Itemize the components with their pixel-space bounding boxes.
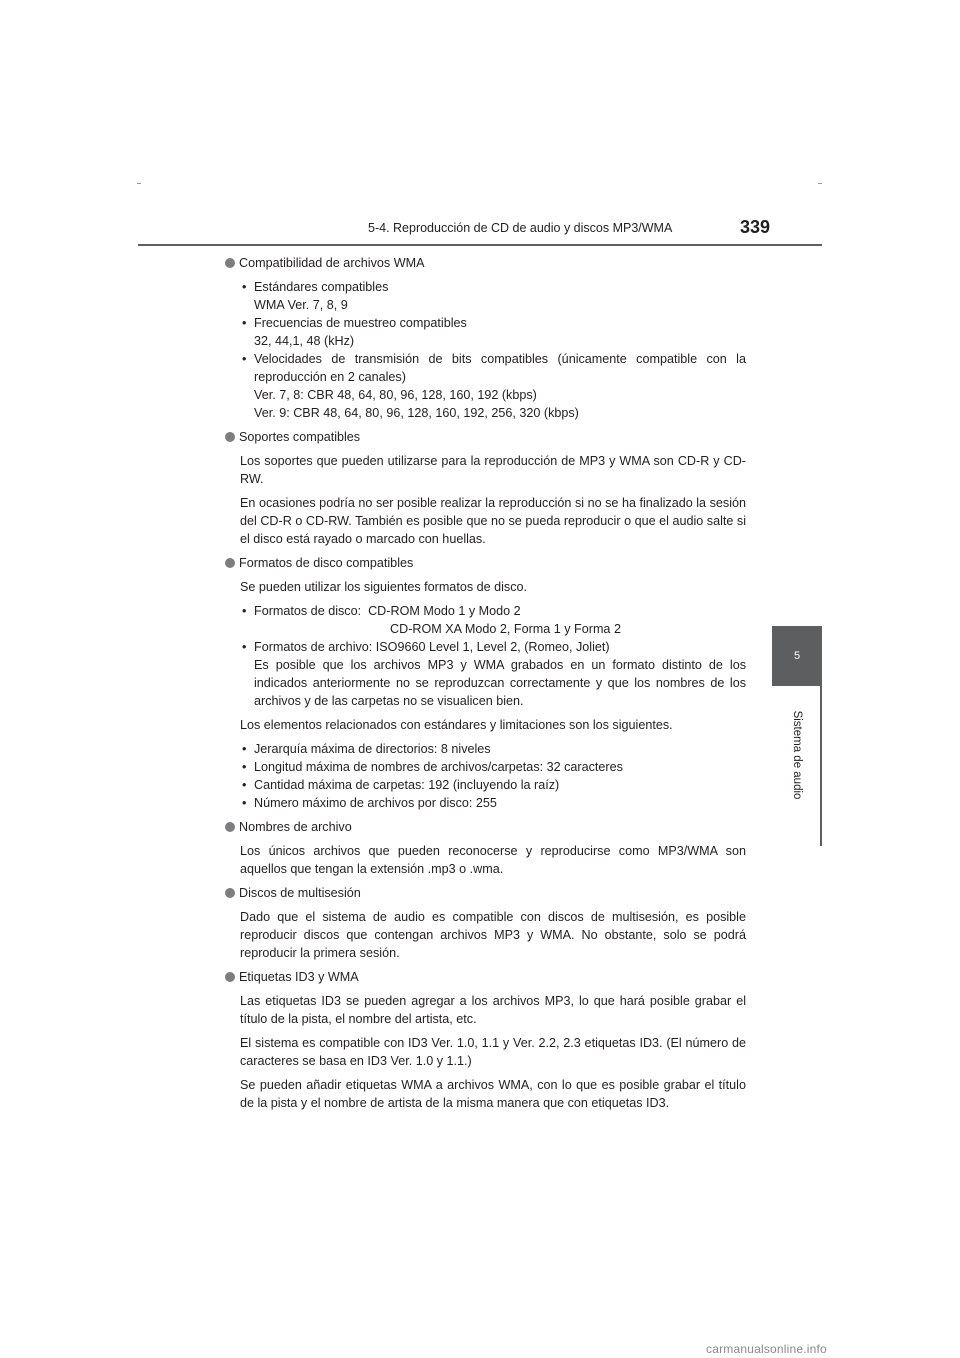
paragraph: El sistema es compatible con ID3 Ver. 1.0, 1.1 y Ver. 2.2, 2.3 etiquetas ID3. (El número de caracteres se basa en ID3 Ver. 1.0 y 1.1.) [240,1036,746,1068]
page-content [224,254,746,1118]
bullet-circle-icon [225,432,235,442]
list-item: • Estándares compatibles WMA Ver. 7, 8, 9 [242,280,389,312]
bullet-dot-icon: • [242,604,247,618]
section-heading-formats: Formatos de disco compatibles [224,554,746,572]
crop-mark-left [137,183,141,184]
crop-mark-right [818,183,822,184]
section-title: 5-4. Reproducción de CD de audio y discos MP3/WMA [368,221,673,235]
list-item: • Frecuencias de muestreo compatibles 32, 44,1, 48 (kHz) [242,316,467,348]
bullet-circle-icon [225,258,235,268]
page-number: 339 [740,217,771,237]
bullet-dot-icon: • [242,640,247,654]
bullet-dot-icon: • [242,280,247,294]
chapter-number: 5 [793,650,801,662]
paragraph: Los únicos archivos que pueden reconocerse y reproducirse como MP3/WMA son aquellos que tengan la extensión .mp3 o .wma. [240,844,746,876]
list-item: • Jerarquía máxima de directorios: 8 niveles [242,742,491,756]
format-list [240,602,746,710]
watermark: carmanualsonline.info [706,1342,827,1356]
section-heading-multisession: Discos de multisesión [224,884,746,902]
bullet-dot-icon: • [242,778,247,792]
list-item: • Formatos de archivo: ISO9660 Level 1, Level 2, (Romeo, Joliet) Es posible que los archivos MP3 y WMA grabados en un formato distinto de los indicados anteriormente no se reproduzcan correctamente y que los nombres de los archivos y de las carpetas no se visualicen bien. [242,640,746,708]
section-heading-tags: Etiquetas ID3 y WMA [224,968,746,986]
chapter-title-text: Sistema de audio [791,710,803,800]
paragraph: Los soportes que pueden utilizarse para la reproducción de MP3 y WMA son CD-R y CD-RW. [240,454,746,486]
paragraph: Las etiquetas ID3 se pueden agregar a los archivos MP3, lo que hará posible grabar el título de la pista, el nombre del artista, etc. [240,994,746,1026]
header-rule [138,244,822,246]
bullet-dot-icon: • [242,352,247,366]
list-item: • Longitud máxima de nombres de archivos/carpetas: 32 caracteres [242,760,623,774]
paragraph: Los elementos relacionados con estándares y limitaciones son los siguientes. [240,718,673,732]
bullet-dot-icon: • [242,742,247,756]
list-item: • Velocidades de transmisión de bits compatibles (únicamente compatible con la reproducción en 2 canales) Ver. 7, 8: CBR 48, 64, 80, 96, 128, 160, 192 (kbps) Ver. 9: CBR 48, 64, 80, 96, 128, 160, 192, 256, 320 (kbps) [242,352,746,420]
limits-list [240,740,746,812]
paragraph: Dado que el sistema de audio es compatible con discos de multisesión, es posible reproducir discos que contengan archivos MP3 y WMA. No obstante, solo se podrá reproducir la primera sesión. [240,910,746,960]
chapter-side-bar [820,686,822,846]
list-item: • Número máximo de archivos por disco: 255 [242,796,497,810]
list-item: • Cantidad máxima de carpetas: 192 (incluyendo la raíz) [242,778,560,792]
bullet-dot-icon: • [242,796,247,810]
list-item: • Formatos de disco: CD-ROM Modo 1 y Modo 2 CD-ROM XA Modo 2, Forma 1 y Forma 2 [242,604,621,636]
paragraph: Se pueden utilizar los siguientes formatos de disco. [240,580,528,594]
section-heading-wma: Compatibilidad de archivos WMA [224,254,746,272]
bullet-dot-icon: • [242,760,247,774]
bullet-circle-icon [225,888,235,898]
bullet-dot-icon: • [242,316,247,330]
paragraph: Se pueden añadir etiquetas WMA a archivos WMA, con lo que es posible grabar el título de la pista y el nombre de artista de la misma manera que con etiquetas ID3. [240,1078,746,1110]
section-heading-media: Soportes compatibles [224,428,746,446]
paragraph: En ocasiones podría no ser posible realizar la reproducción si no se ha finalizado la sesión del CD-R o CD-RW. También es posible que no se pueda reproducir o que el audio salte si el disco está rayado o marcado con huellas. [240,496,746,546]
wma-spec-list [240,278,746,422]
bullet-circle-icon [225,822,235,832]
bullet-circle-icon [225,558,235,568]
bullet-circle-icon [225,972,235,982]
chapter-tab[interactable] [772,626,822,686]
section-heading-filenames: Nombres de archivo [224,818,746,836]
